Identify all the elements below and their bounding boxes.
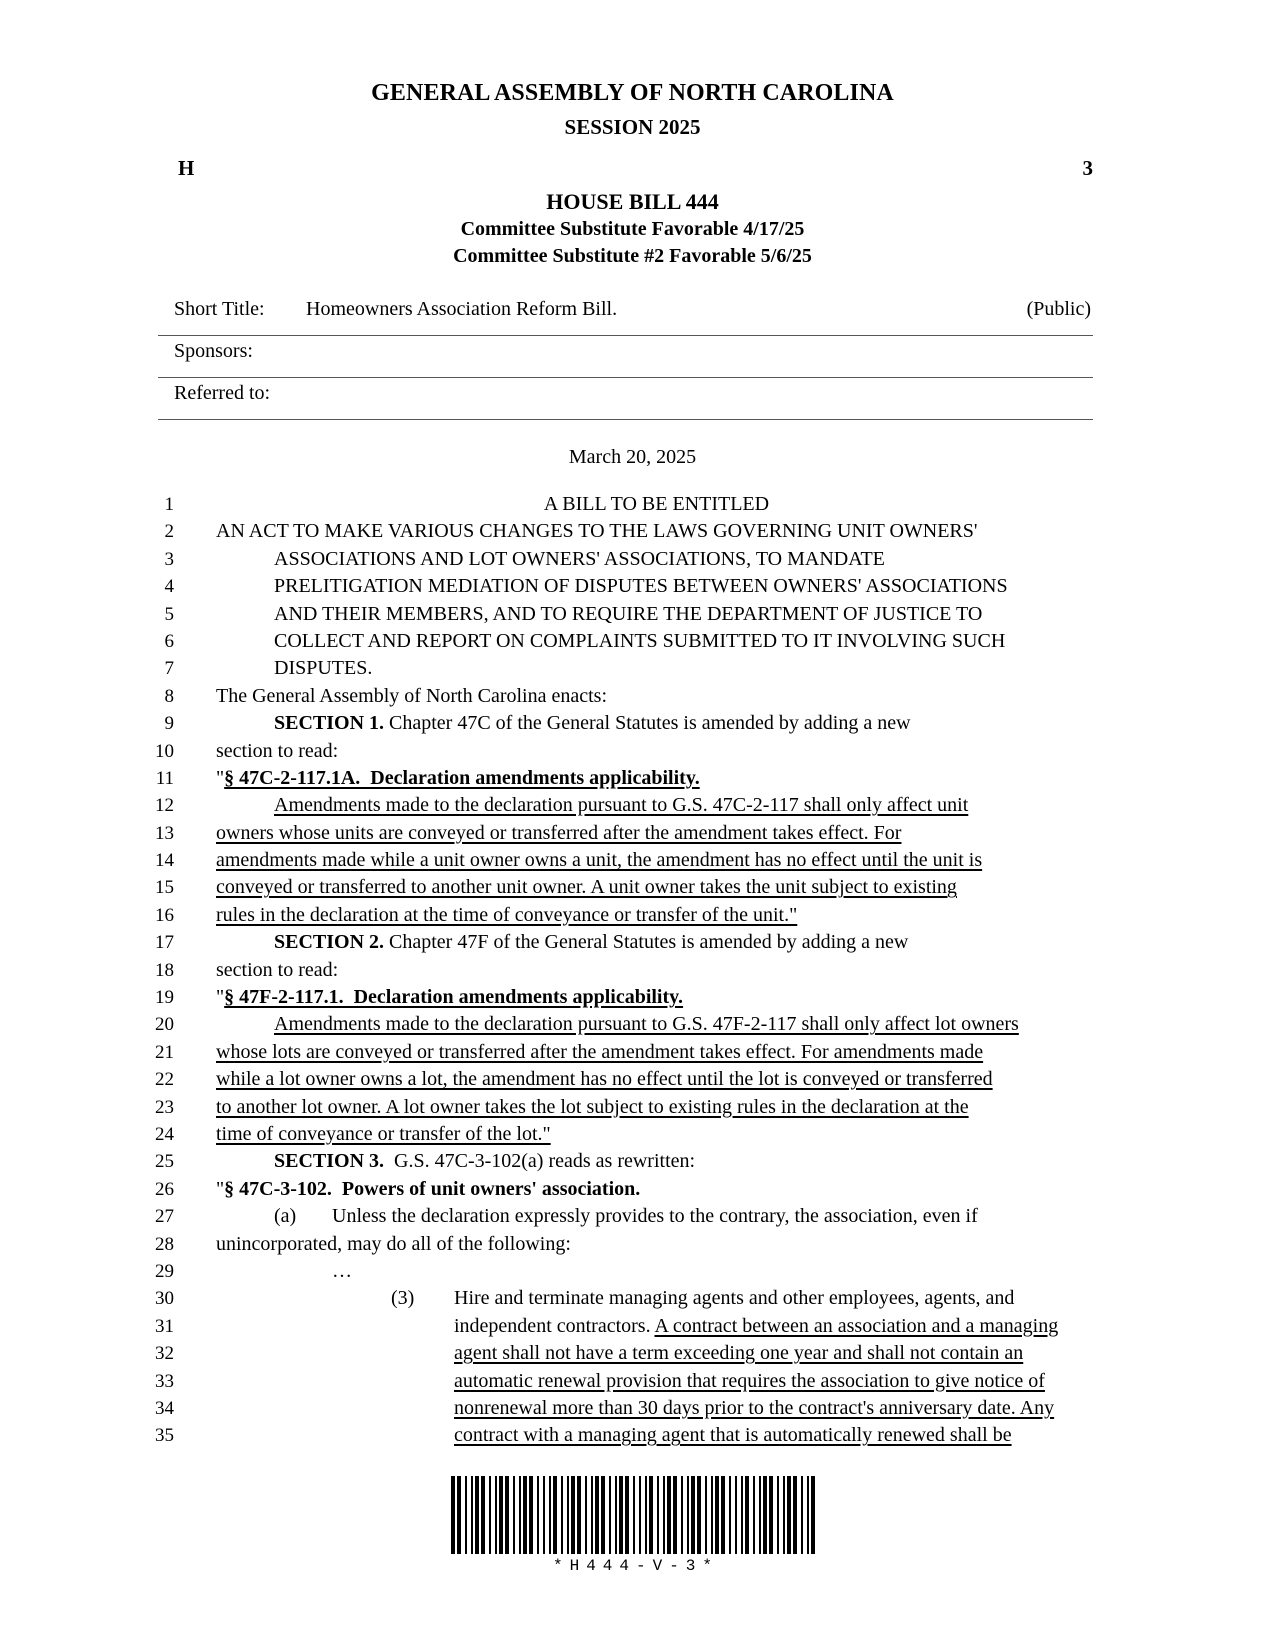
bill-line [118,655,1097,682]
bill-body [118,491,1097,1450]
committee-substitute-1: Committee Substitute Favorable 4/17/25 [460,218,805,240]
statute-heading: § 47C-3-102. Powers of unit owners' association. [224,1177,641,1200]
bill-line [118,1039,1097,1066]
line-text [216,1094,1097,1121]
line-text-plain: unincorporated, may do all of the following: [216,1232,571,1255]
line-text [216,738,1097,765]
new-language: time of conveyance or transfer of the lot." [216,1122,551,1145]
line-text [216,683,1097,710]
filed-date: March 20, 2025 [568,446,697,468]
new-language: contract with a managing agent that is automatically renewed shall be [454,1424,1012,1447]
bill-line [118,1011,1097,1038]
line-text-plain: Unless the declaration expressly provides to the contrary, the association, even if [332,1205,978,1228]
new-language: automatic renewal provision that requires the association to give notice of [454,1369,1045,1392]
bill-line [118,1148,1097,1175]
masthead [0,0,1265,142]
line-number: 16 [155,904,174,926]
barcode-text: *H444-V-3* [552,1557,719,1575]
bill-line [118,546,1097,573]
line-text [216,1148,1097,1175]
referred-to-row [158,377,1093,420]
bill-line [118,902,1097,929]
line-text-plain: AN ACT TO MAKE VARIOUS CHANGES TO THE LAWS GOVERNING UNIT OWNERS' [216,520,978,543]
line-text [216,1285,1097,1312]
referred-to-label: Referred to: [174,382,271,404]
line-number: 20 [155,1014,174,1036]
bill-line [118,957,1097,984]
session-title: SESSION 2025 [564,115,701,139]
bill-line [118,929,1097,956]
new-language: Amendments made to the declaration pursuant to G.S. 47C-2-117 shall only affect unit [274,794,969,817]
bill-info-table [158,294,1093,420]
bill-line [118,491,1097,518]
new-language: rules in the declaration at the time of conveyance or transfer of the unit." [216,903,798,926]
line-number: 34 [155,1397,174,1419]
bill-line [118,847,1097,874]
line-text [216,1258,1097,1285]
statute-heading-new: § 47C-2-117.1A. Declaration amendments applicability. [224,766,700,789]
line-text-plain: DISPUTES. [274,657,373,680]
line-text [216,655,1097,682]
barcode-block [0,1463,1265,1575]
chamber-code: H [178,156,195,180]
line-number: 17 [155,932,174,954]
open-quote: " [216,766,225,789]
line-text [216,1231,1097,1258]
line-number: 31 [155,1315,174,1337]
line-number: 18 [155,959,174,981]
line-text-plain: G.S. 47C-3-102(a) reads as rewritten: [384,1150,696,1173]
bill-line [118,820,1097,847]
section-marker: SECTION 3. [274,1150,385,1173]
line-text [216,984,1097,1011]
line-text [216,1340,1097,1367]
line-text-plain: section to read: [216,739,339,762]
line-number: 11 [155,767,174,789]
line-text [216,957,1097,984]
line-text-plain: section to read: [216,958,339,981]
statute-heading-new: § 47F-2-117.1. Declaration amendments applicability. [224,986,684,1009]
bill-line [118,874,1097,901]
line-number: 25 [155,1151,174,1173]
line-number: 24 [155,1123,174,1145]
bill-line [118,1094,1097,1121]
line-text [216,601,1097,628]
line-number: 29 [155,1260,174,1282]
line-text [216,929,1097,956]
short-title-row [158,294,1093,335]
line-text-plain: Chapter 47C of the General Statutes is amended by adding a new [384,712,911,735]
public-badge: (Public) [1026,298,1091,320]
new-language: owners whose units are conveyed or transferred after the amendment takes effect. For [216,821,902,844]
line-number: 1 [164,494,174,515]
bill-line [118,1285,1097,1312]
bill-line [118,738,1097,765]
line-number: 23 [155,1096,174,1118]
new-language: Amendments made to the declaration pursuant to G.S. 47F-2-117 shall only affect lot owners [274,1013,1019,1036]
new-language: A contract between an association and a managing [654,1314,1059,1337]
section-marker: SECTION 1. [274,712,385,735]
bill-line [118,984,1097,1011]
bill-line [118,710,1097,737]
line-text [216,1395,1097,1422]
line-number: 6 [164,630,174,652]
line-text [216,792,1097,819]
section-marker: SECTION 2. [274,931,385,954]
bill-line [118,1066,1097,1093]
open-quote: " [216,1177,225,1200]
new-language: to another lot owner. A lot owner takes the lot subject to existing rules in the declaration at the [216,1095,969,1118]
line-text [216,874,1097,901]
line-number: 26 [155,1178,174,1200]
line-number: 35 [155,1425,174,1447]
line-number: 32 [155,1343,174,1365]
line-text-plain: Hire and terminate managing agents and other employees, agents, and [454,1287,1015,1310]
line-text-plain: The General Assembly of North Carolina enacts: [216,684,607,707]
line-number: 27 [155,1206,174,1228]
line-number: 30 [155,1288,174,1310]
line-number: 8 [164,685,174,707]
line-number: 15 [155,877,174,899]
line-number: 10 [155,740,174,762]
line-text [216,847,1097,874]
line-number: 5 [164,603,174,625]
line-text [216,1039,1097,1066]
line-number: 7 [164,658,174,680]
bill-line [118,683,1097,710]
item-marker: (3) [391,1287,415,1310]
sponsors-row [158,335,1093,377]
bill-line [118,1203,1097,1230]
bill-number: HOUSE BILL 444 [546,189,719,214]
line-number: 3 [164,548,174,570]
line-text [216,1203,1097,1230]
bill-line [118,573,1097,600]
bill-line [118,601,1097,628]
line-text [216,820,1097,847]
bill-identification [0,188,1265,270]
bill-line [118,628,1097,655]
line-text-plain: A BILL TO BE ENTITLED [543,493,770,515]
committee-substitute-2: Committee Substitute #2 Favorable 5/6/25 [453,245,812,267]
bill-line [118,1368,1097,1395]
line-text-plain: AND THEIR MEMBERS, AND TO REQUIRE THE DEPARTMENT OF JUSTICE TO [274,602,983,625]
line-text [216,1121,1097,1148]
bill-barcode [451,1476,815,1554]
edition-number: 3 [1082,156,1093,180]
bill-line [118,1313,1097,1340]
line-text [216,1176,1097,1203]
line-text [216,1422,1097,1449]
line-number: 21 [155,1041,174,1063]
chamber-row [178,156,1093,182]
line-text-plain: COLLECT AND REPORT ON COMPLAINTS SUBMITTED TO IT INVOLVING SUCH [274,629,1006,652]
bill-line [118,1121,1097,1148]
bill-line [118,1395,1097,1422]
bill-line [118,765,1097,792]
line-number: 19 [155,987,174,1009]
line-number: 2 [164,521,174,543]
new-language: nonrenewal more than 30 days prior to the contract's anniversary date. Any [454,1396,1055,1419]
line-text [216,628,1097,655]
bill-line [118,518,1097,545]
bill-line [118,792,1097,819]
new-language: conveyed or transferred to another unit owner. A unit owner takes the unit subject to existing [216,876,957,899]
new-language: amendments made while a unit owner owns a unit, the amendment has no effect until the unit is [216,849,983,872]
line-text [216,1066,1097,1093]
open-quote: " [216,986,225,1009]
short-title-value: Homeowners Association Reform Bill. [306,298,618,320]
line-text-plain: PRELITIGATION MEDIATION OF DISPUTES BETWEEN OWNERS' ASSOCIATIONS [274,575,1008,598]
line-text [216,573,1097,600]
bill-line [118,1176,1097,1203]
bill-line [118,1340,1097,1367]
subsection-marker: (a) [274,1205,297,1228]
assembly-title: GENERAL ASSEMBLY OF NORTH CAROLINA [371,80,894,106]
line-text [216,765,1097,792]
line-number: 4 [164,576,174,598]
line-number: 22 [155,1069,174,1091]
line-number: 28 [155,1233,174,1255]
line-text [216,1011,1097,1038]
new-language: while a lot owner owns a lot, the amendment has no effect until the lot is conveyed or transferred [216,1068,993,1091]
line-number: 9 [164,713,174,735]
bill-line [118,1422,1097,1449]
short-title-label: Short Title: [174,298,265,320]
line-text-plain: Chapter 47F of the General Statutes is amended by adding a new [384,931,909,954]
line-number: 12 [155,795,174,817]
new-language: whose lots are conveyed or transferred after the amendment takes effect. For amendments made [216,1040,984,1063]
line-text [216,491,1097,518]
bill-line [118,1231,1097,1258]
line-number: 13 [155,822,174,844]
line-text [216,546,1097,573]
line-text [216,1368,1097,1395]
line-text-plain: ASSOCIATIONS AND LOT OWNERS' ASSOCIATIONS, TO MANDATE [274,547,885,570]
line-text-plain: … [332,1259,352,1282]
bill-line [118,1258,1097,1285]
line-number: 14 [155,850,174,872]
line-text [216,902,1097,929]
line-text [216,710,1097,737]
line-number: 33 [155,1370,174,1392]
line-text-plain: independent contractors. [454,1314,655,1337]
sponsors-label: Sponsors: [174,340,253,362]
line-text [216,518,1097,545]
new-language: agent shall not have a term exceeding one year and shall not contain an [454,1342,1024,1365]
line-text [216,1313,1097,1340]
